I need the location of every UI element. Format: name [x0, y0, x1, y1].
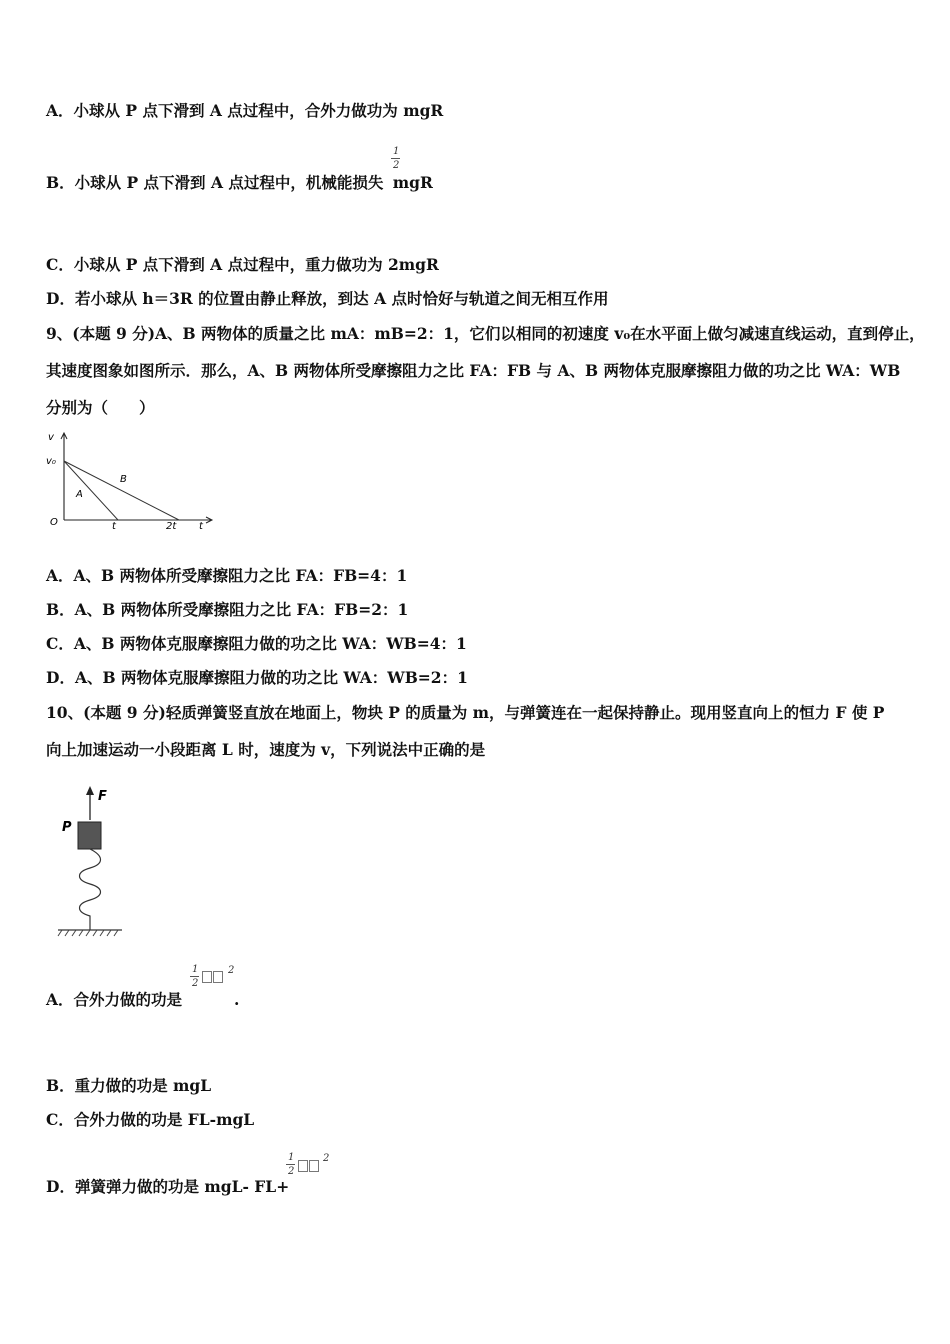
q9-option-b: B．A、B 两物体所受摩擦阻力之比 FA：FB=2：1 [46, 600, 409, 619]
q10-a-box-v [213, 971, 223, 983]
q9-stem-line-3: 分别为（ ） [46, 398, 155, 417]
q10-a-tail: . [234, 990, 240, 1009]
q10-d-sup: 2 [323, 1153, 330, 1164]
q10-d-frac-num: 1 [288, 1152, 295, 1163]
q10-d-frac-den: 2 [288, 1166, 295, 1177]
q10-a-box-m [202, 971, 212, 983]
q8-b-text: B．小球从 P 点下滑到 A 点过程中，机械能损失 [46, 173, 384, 192]
q10-a-sup: 2 [228, 965, 235, 976]
q9-option-c: C．A、B 两物体克服摩擦阻力做的功之比 WA：WB=4：1 [46, 634, 467, 653]
q10-a-frac-num: 1 [192, 964, 199, 975]
q10-a-frac-den: 2 [192, 978, 199, 989]
t-tick-label: t [112, 521, 116, 532]
q10-d-text: D．弹簧弹力做的功是 mgL- FL+ [46, 1177, 290, 1196]
origin-label: O [50, 517, 58, 528]
q10-d-frac-bar [286, 1164, 295, 1165]
q8-b-frac-bar [391, 158, 400, 159]
line-a [64, 461, 118, 520]
q10-stem-line-2: 向上加速运动一小段距离 L 时，速度为 v，下列说法中正确的是 [46, 740, 486, 759]
q10-option-b: B．重力做的功是 mgL [46, 1076, 212, 1095]
q10-d-symbols [298, 1157, 320, 1176]
q8-option-a: A．小球从 P 点下滑到 A 点过程中，合外力做功为 mgR [46, 101, 444, 120]
force-label: F [98, 789, 107, 804]
q8-option-c: C．小球从 P 点下滑到 A 点过程中，重力做功为 2mgR [46, 255, 439, 274]
v-label: v [48, 432, 54, 443]
q9-velocity-graph [44, 428, 220, 536]
q8-option-d: D．若小球从 h＝3R 的位置由静止释放，到达 A 点时恰好与轨道之间无相互作用 [46, 289, 609, 308]
q10-d-box-v [309, 1160, 319, 1172]
q10-a-symbols [202, 968, 224, 987]
q10-a-frac-bar [190, 976, 199, 977]
2t-tick-label: 2t [166, 521, 177, 532]
block-p [78, 822, 101, 849]
v0-label: v₀ [46, 456, 56, 467]
q8-b-tail: mgR [392, 173, 433, 192]
line-b-label: B [120, 474, 127, 485]
q8-b-frac-num: 1 [393, 146, 400, 157]
q9-option-a: A．A、B 两物体所受摩擦阻力之比 FA：FB=4：1 [46, 566, 408, 585]
q8-b-frac-den: 2 [393, 160, 400, 171]
q10-d-box-m [298, 1160, 308, 1172]
ground-hatch [58, 930, 118, 936]
q10-stem-line-1: 10、(本题 9 分)轻质弹簧竖直放在地面上，物块 P 的质量为 m，与弹簧连在一起保持静止。现用竖直向上的恒力 F 使 P [46, 703, 885, 722]
block-label: P [62, 820, 72, 835]
force-arrowhead [86, 786, 94, 795]
q10-option-c: C．合外力做的功是 FL-mgL [46, 1110, 255, 1129]
spring [80, 849, 101, 930]
q9-option-d: D．A、B 两物体克服摩擦阻力做的功之比 WA：WB=2：1 [46, 668, 468, 687]
t-axis-label: t [199, 521, 203, 532]
q9-stem-line-2: 其速度图象如图所示．那么，A、B 两物体所受摩擦阻力之比 FA：FB 与 A、B 两物体克服摩擦阻力做的功之比 WA：WB [46, 361, 901, 380]
q9-stem-line-1: 9、(本题 9 分)A、B 两物体的质量之比 mA：mB=2：1，它们以相同的初速度 v₀在水平面上做匀减速直线运动，直到停止， [46, 324, 925, 343]
q10-a-text: A．合外力做的功是 [46, 990, 183, 1009]
q10-spring-figure [52, 784, 132, 942]
line-a-label: A [76, 489, 83, 500]
